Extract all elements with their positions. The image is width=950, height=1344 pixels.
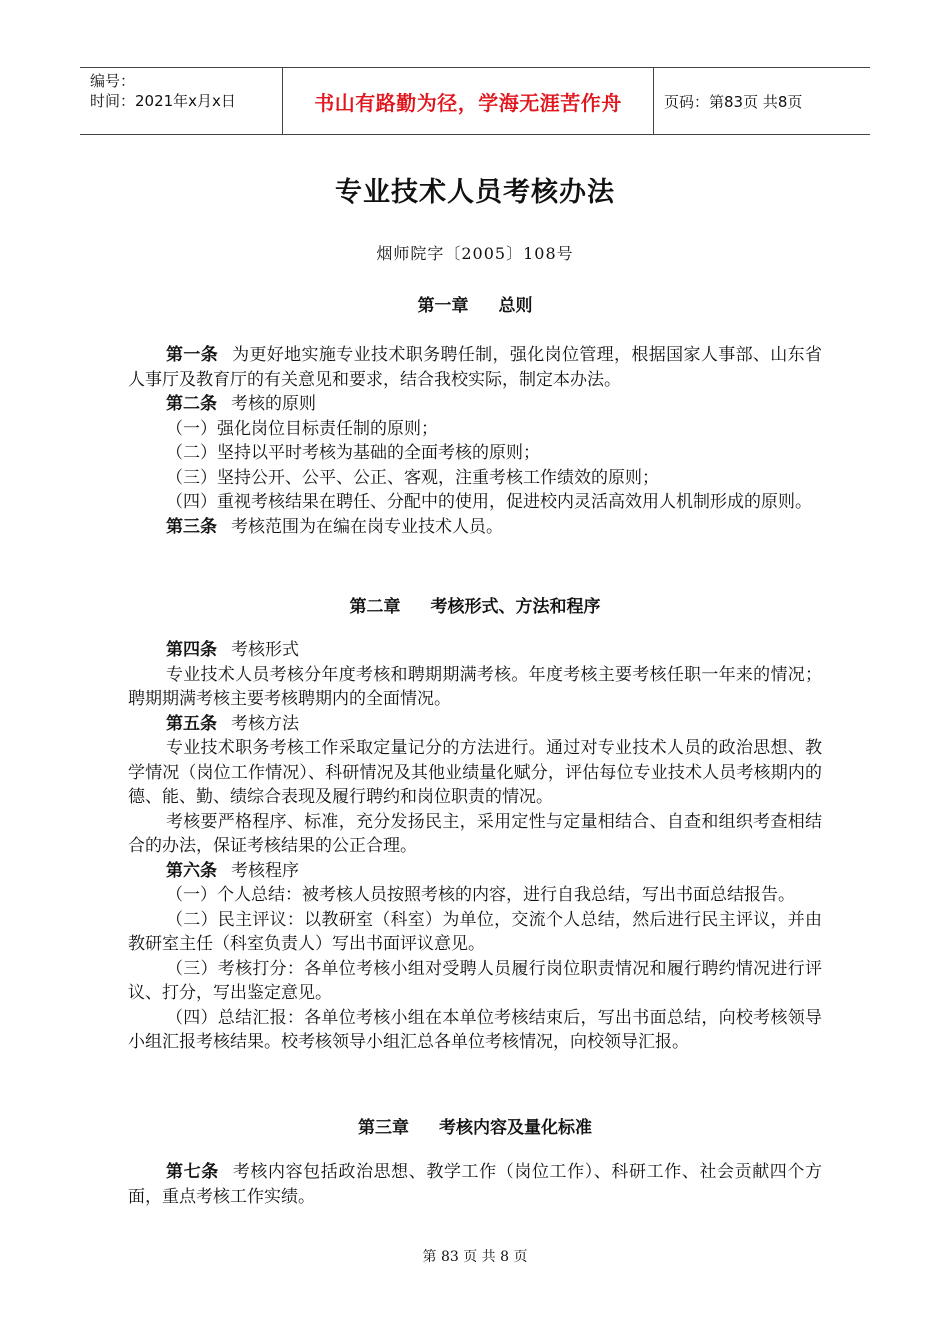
article-2-item: （一）强化岗位目标责任制的原则； (166, 418, 438, 439)
article-4-paragraph: 专业技术人员考核分年度考核和聘期期满考核。年度考核主要考核任职一年来的情况；聘期期满考核主要考核聘期内的全面情况。 (128, 664, 822, 709)
article-5-label: 第五条 (166, 713, 217, 734)
header-motto: 书山有路勤为径，学海无涯苦作舟 (282, 68, 654, 134)
article-6-text: 考核程序 (231, 860, 299, 881)
chapter-2-number: 第二章 (349, 597, 401, 617)
chapter-2-heading (0, 592, 950, 617)
number-label: 编号： (90, 72, 136, 90)
article-6 (128, 859, 822, 884)
article-3 (128, 515, 822, 540)
article-2-item: （四）重视考核结果在聘任、分配中的使用，促进校内灵活高效用人机制形成的原则。 (166, 492, 812, 512)
article-6-item: （四）总结汇报：各单位考核小组在本单位考核结束后，写出书面总结，向校考核领导小组汇报考核结果。校考核领导小组汇总各单位考核情况，向校领导汇报。 (128, 1007, 822, 1052)
article-7-label: 第七条 (166, 1162, 219, 1182)
chapter-1-name: 总则 (498, 296, 533, 316)
article-1-label: 第一条 (166, 345, 219, 365)
page-footer: 第 83 页 共 8 页 (422, 1249, 528, 1265)
article-5-paragraph: 考核要严格程序、标准，充分发扬民主，采用定性与定量相结合、自查和组织考查相结合的办法，保证考核结果的公正合理。 (128, 811, 822, 856)
article-2-item: （三）坚持公开、公平、公正、客观，注重考核工作绩效的原则； (166, 467, 659, 488)
article-3-label: 第三条 (166, 516, 217, 537)
chapter-3-number: 第三章 (358, 1118, 409, 1138)
article-5 (128, 712, 822, 737)
article-2 (128, 392, 822, 417)
article-2-item: （二）坚持以平时考核为基础的全面考核的原则； (166, 443, 540, 463)
article-4-label: 第四条 (166, 640, 217, 660)
article-1 (128, 343, 822, 392)
chapter-2-body (128, 638, 822, 1055)
page-header (80, 67, 870, 135)
article-5-paragraph: 专业技术职务考核工作采取定量记分的方法进行。通过对专业技术人员的政治思想、教学情况（岗位工作情况）、科研情况及其他业绩量化赋分，评估每位专业技术人员考核期内的德、能、勤、绩综合表现及履行聘约和岗位职责的情况。 (128, 738, 822, 807)
chapter-1-body (128, 343, 822, 539)
article-2-label: 第二条 (166, 394, 217, 414)
header-page-info: 页码：第83页 共8页 (664, 92, 803, 111)
article-6-item: （二）民主评议：以教研室（科室）为单位，交流个人总结，然后进行民主评议，并由教研室主任（科室负责人）写出书面评议意见。 (128, 909, 822, 954)
article-3-text: 考核范围为在编在岗专业技术人员。 (231, 516, 503, 537)
document-number: 烟师院字〔2005〕108号 (376, 244, 574, 263)
article-2-text: 考核的原则 (231, 394, 316, 414)
article-6-item: （三）考核打分：各单位考核小组对受聘人员履行岗位职责情况和履行聘约情况进行评议、打分，写出鉴定意见。 (128, 958, 822, 1003)
chapter-3-name: 考核内容及量化标准 (439, 1118, 592, 1138)
header-meta (80, 68, 282, 134)
chapter-3-body (128, 1160, 822, 1209)
date-label: 时间：2021年x月x日 (90, 92, 236, 110)
article-7-text: 考核内容包括政治思想、教学工作（岗位工作）、科研工作、社会贡献四个方面，重点考核工作实绩。 (128, 1162, 823, 1207)
article-5-text: 考核方法 (231, 713, 299, 734)
document-title: 专业技术人员考核办法 (335, 177, 615, 208)
chapter-1-heading (0, 291, 950, 316)
chapter-3-heading (0, 1113, 950, 1138)
article-7 (128, 1160, 822, 1209)
chapter-1-number: 第一章 (417, 296, 469, 316)
article-6-item: （一）个人总结：被考核人员按照考核的内容，进行自我总结，写出书面总结报告。 (166, 885, 795, 905)
article-4-text: 考核形式 (231, 640, 299, 660)
chapter-2-name: 考核形式、方法和程序 (430, 597, 601, 617)
article-4 (128, 638, 822, 663)
article-1-text: 为更好地实施专业技术职务聘任制，强化岗位管理，根据国家人事部、山东省人事厅及教育厅的有关意见和要求，结合我校实际，制定本办法。 (128, 345, 823, 390)
article-6-label: 第六条 (166, 860, 217, 881)
